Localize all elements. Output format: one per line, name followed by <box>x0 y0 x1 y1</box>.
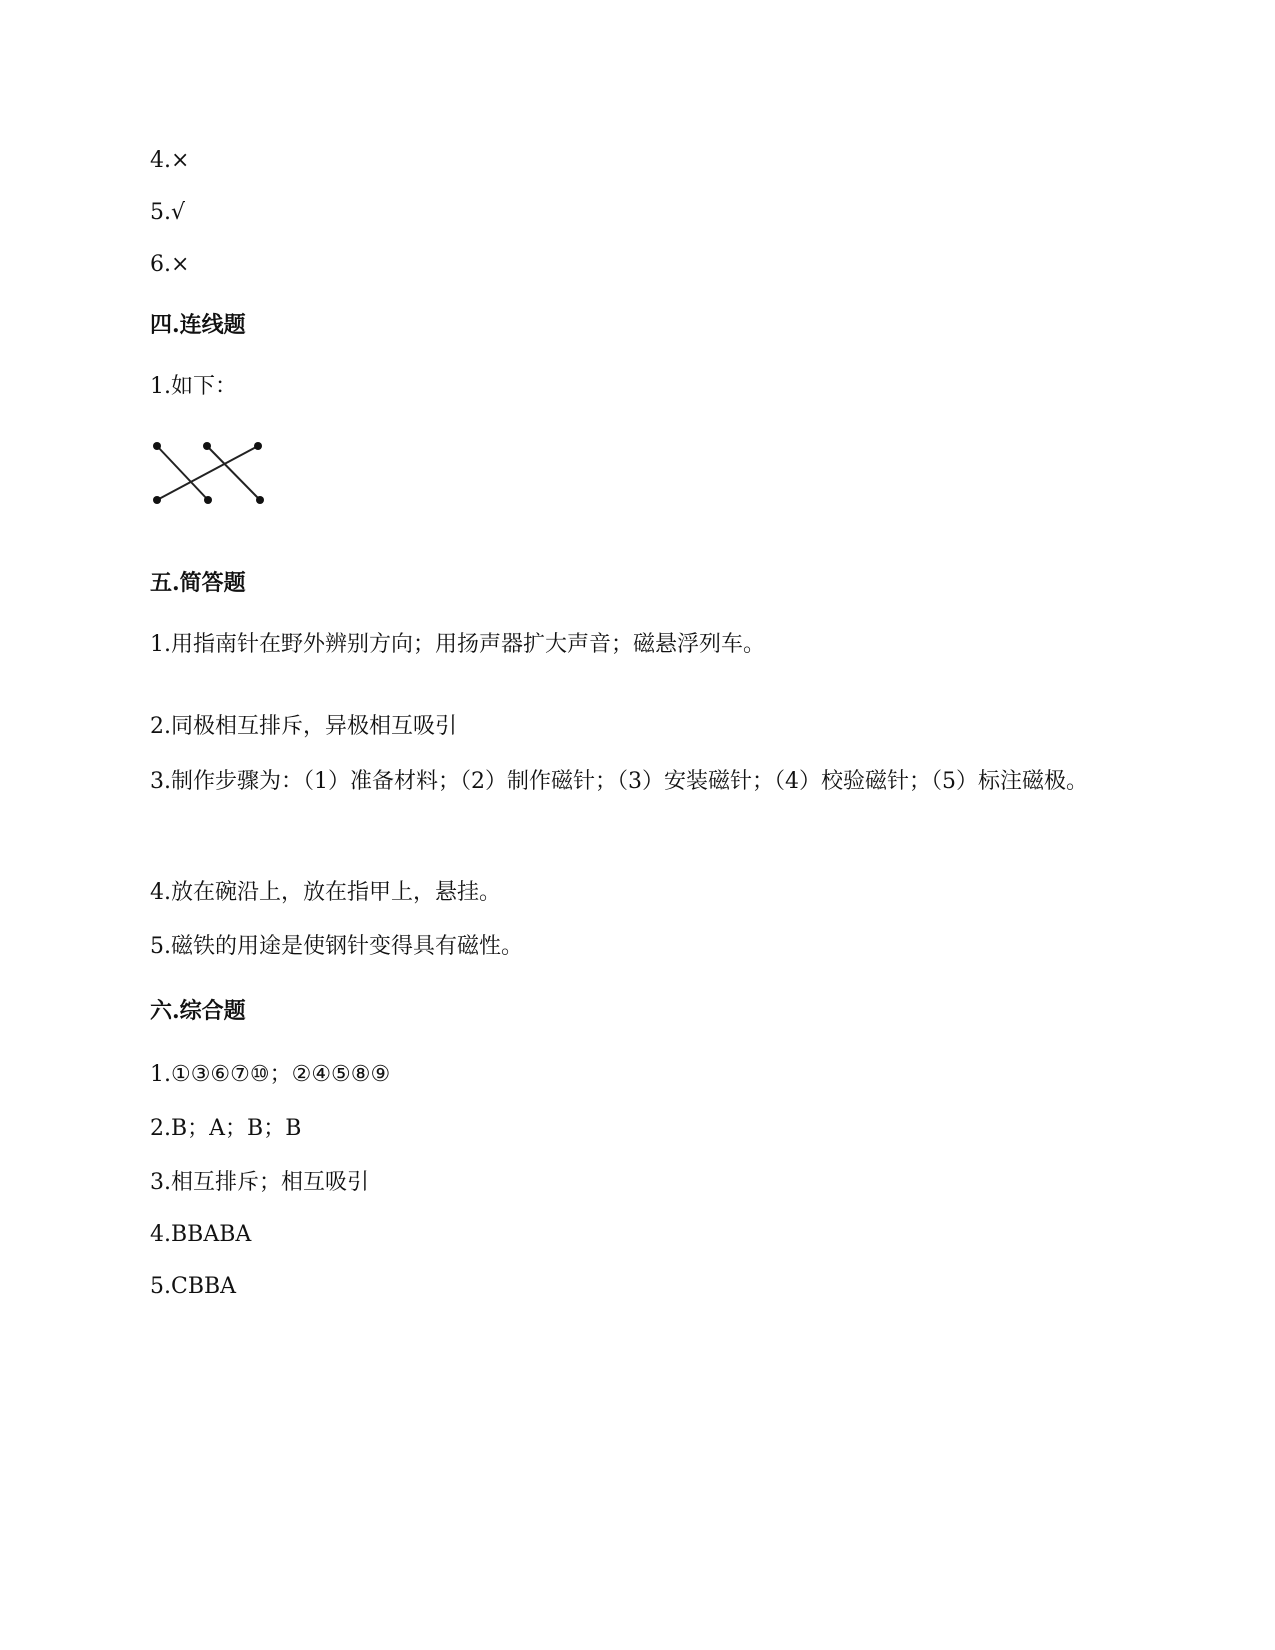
answer-line: 1.用指南针在野外辨别方向；用扬声器扩大声音；磁悬浮列车。 <box>150 632 765 657</box>
section-heading: 五.简答题 <box>150 570 246 596</box>
answer-line: 6.× <box>150 252 190 277</box>
answer-line: 3.相互排斥；相互吸引 <box>150 1170 369 1195</box>
answer-line: 4.BBABA <box>150 1222 252 1247</box>
answer-line: 4.× <box>150 148 190 173</box>
connector-dot <box>203 442 211 450</box>
connector-dot <box>153 496 161 504</box>
answer-line: 1.①③⑥⑦⑩；②④⑤⑧⑨ <box>150 1062 391 1087</box>
matching-lines-diagram <box>150 440 280 510</box>
answer-line: 5.CBBA <box>150 1274 237 1299</box>
answer-line: 2.B；A；B；B <box>150 1116 302 1141</box>
connector-line <box>207 446 260 500</box>
connector-dot <box>153 442 161 450</box>
section-heading: 四.连线题 <box>150 312 246 338</box>
connector-dot <box>254 442 262 450</box>
answer-line: 4.放在碗沿上，放在指甲上，悬挂。 <box>150 880 501 905</box>
answer-line: 2.同极相互排斥，异极相互吸引 <box>150 714 457 739</box>
connector-line <box>157 446 258 500</box>
answer-line: 1.如下： <box>150 374 237 399</box>
connector-dot <box>256 496 264 504</box>
section-heading: 六.综合题 <box>150 998 246 1024</box>
answer-line: 5.磁铁的用途是使钢针变得具有磁性。 <box>150 934 523 959</box>
connector-line <box>157 446 208 500</box>
answer-paragraph: 3.制作步骤为：（1）准备材料；（2）制作磁针；（3）安装磁针；（4）校验磁针；（5）标注磁极。 <box>150 769 1088 794</box>
connector-dot <box>204 496 212 504</box>
answer-line: 5.√ <box>150 200 186 225</box>
